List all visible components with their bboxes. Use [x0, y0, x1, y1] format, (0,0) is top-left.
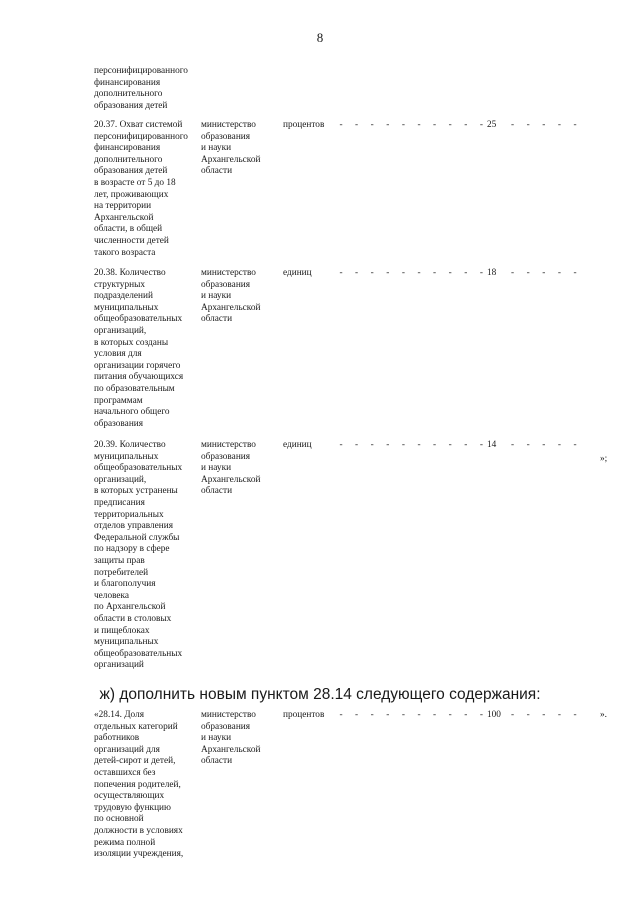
empty-cell-dash: - — [417, 120, 421, 130]
empty-cell-dash: - — [464, 120, 468, 130]
empty-cell-dash: - — [542, 268, 546, 278]
empty-cell-dash: - — [542, 440, 546, 450]
empty-cell-dash: - — [511, 710, 515, 720]
indicator-name: 20.37. Охват системой персонифицированного финансирования дополнительного образования детей в возрасте от 5 до 18 лет, проживающих на территории Архангельской области, в общей численности детей такого возраста — [94, 120, 188, 258]
empty-cell-dash: - — [448, 268, 452, 278]
empty-cell-dash: - — [433, 120, 437, 130]
empty-cell-dash: - — [464, 440, 468, 450]
empty-cell-dash: - — [417, 268, 421, 278]
empty-cell-dash: - — [339, 120, 343, 130]
empty-cell-dash: - — [511, 120, 515, 130]
closing-quote: »; — [600, 454, 608, 464]
empty-cell-dash: - — [479, 710, 483, 720]
indicator-name: «28.14. Доля отдельных категорий работников организаций для детей-сирот и детей, оставшихся без попечения родителей, осуществляющих трудовую функцию по основной должности в условиях режима полной изоляции учреждения, — [94, 710, 184, 860]
empty-cell-dash: - — [386, 710, 390, 720]
empty-cell-dash: - — [355, 268, 359, 278]
empty-cell-dash: - — [417, 710, 421, 720]
empty-cell-dash: - — [401, 268, 405, 278]
empty-cell-dash: - — [401, 710, 405, 720]
empty-cell-dash: - — [386, 440, 390, 450]
empty-cell-dash: - — [573, 710, 577, 720]
empty-cell-dash: - — [511, 440, 515, 450]
empty-cell-dash: - — [557, 710, 561, 720]
target-value: 14 — [487, 440, 497, 450]
year-values — [0, 440, 640, 452]
closing-quote: ». — [600, 710, 607, 720]
year-values — [0, 268, 640, 280]
empty-cell-dash: - — [557, 268, 561, 278]
unit-of-measure: процентов — [283, 710, 325, 720]
unit-of-measure: единиц — [283, 268, 312, 278]
empty-cell-dash: - — [339, 440, 343, 450]
empty-cell-dash: - — [479, 120, 483, 130]
empty-cell-dash: - — [573, 440, 577, 450]
empty-cell-dash: - — [370, 268, 374, 278]
empty-cell-dash: - — [557, 440, 561, 450]
unit-of-measure: единиц — [283, 440, 312, 450]
empty-cell-dash: - — [573, 120, 577, 130]
empty-cell-dash: - — [542, 120, 546, 130]
continued-row-fragment: персонифицированного финансирования дополнительного образования детей — [94, 66, 188, 111]
empty-cell-dash: - — [370, 710, 374, 720]
empty-cell-dash: - — [479, 440, 483, 450]
empty-cell-dash: - — [511, 268, 515, 278]
empty-cell-dash: - — [370, 440, 374, 450]
responsible-ministry: министерство образования и науки Архангельской области — [201, 268, 261, 325]
page-number: 8 — [316, 30, 324, 45]
empty-cell-dash: - — [433, 268, 437, 278]
indicator-name: 20.38. Количество структурных подразделений муниципальных общеобразовательных организаций, в которых созданы условия для организации горячего питания обучающихся по образовательным программам начального общего образования — [94, 268, 184, 429]
empty-cell-dash: - — [448, 440, 452, 450]
empty-cell-dash: - — [433, 440, 437, 450]
empty-cell-dash: - — [401, 120, 405, 130]
empty-cell-dash: - — [464, 268, 468, 278]
empty-cell-dash: - — [573, 268, 577, 278]
indicator-name: 20.39. Количество муниципальных общеобразовательных организаций, в которых устранены предписания территориальных отделов управления Федеральной службы по надзору в сфере защиты прав потребителей и благополучия человека по Архангельской области в столовых и пищеблоках муниципальных общеобразовательных организаций — [94, 440, 183, 671]
empty-cell-dash: - — [542, 710, 546, 720]
unit-of-measure: процентов — [283, 120, 325, 130]
empty-cell-dash: - — [339, 710, 343, 720]
year-values — [0, 120, 640, 132]
year-values — [0, 710, 640, 722]
empty-cell-dash: - — [526, 268, 530, 278]
empty-cell-dash: - — [448, 120, 452, 130]
empty-cell-dash: - — [526, 710, 530, 720]
responsible-ministry: министерство образования и науки Архангельской области — [201, 710, 261, 767]
amendment-heading: ж) дополнить новым пунктом 28.14 следующего содержания: — [99, 686, 541, 703]
responsible-ministry: министерство образования и науки Архангельской области — [201, 120, 261, 177]
empty-cell-dash: - — [401, 440, 405, 450]
empty-cell-dash: - — [526, 120, 530, 130]
target-value: 100 — [487, 710, 501, 720]
empty-cell-dash: - — [355, 440, 359, 450]
empty-cell-dash: - — [464, 710, 468, 720]
empty-cell-dash: - — [386, 268, 390, 278]
empty-cell-dash: - — [370, 120, 374, 130]
empty-cell-dash: - — [339, 268, 343, 278]
target-value: 25 — [487, 120, 497, 130]
empty-cell-dash: - — [386, 120, 390, 130]
target-value: 18 — [487, 268, 497, 278]
empty-cell-dash: - — [479, 268, 483, 278]
empty-cell-dash: - — [355, 120, 359, 130]
empty-cell-dash: - — [433, 710, 437, 720]
empty-cell-dash: - — [448, 710, 452, 720]
empty-cell-dash: - — [417, 440, 421, 450]
empty-cell-dash: - — [355, 710, 359, 720]
empty-cell-dash: - — [557, 120, 561, 130]
empty-cell-dash: - — [526, 440, 530, 450]
responsible-ministry: министерство образования и науки Архангельской области — [201, 440, 261, 497]
